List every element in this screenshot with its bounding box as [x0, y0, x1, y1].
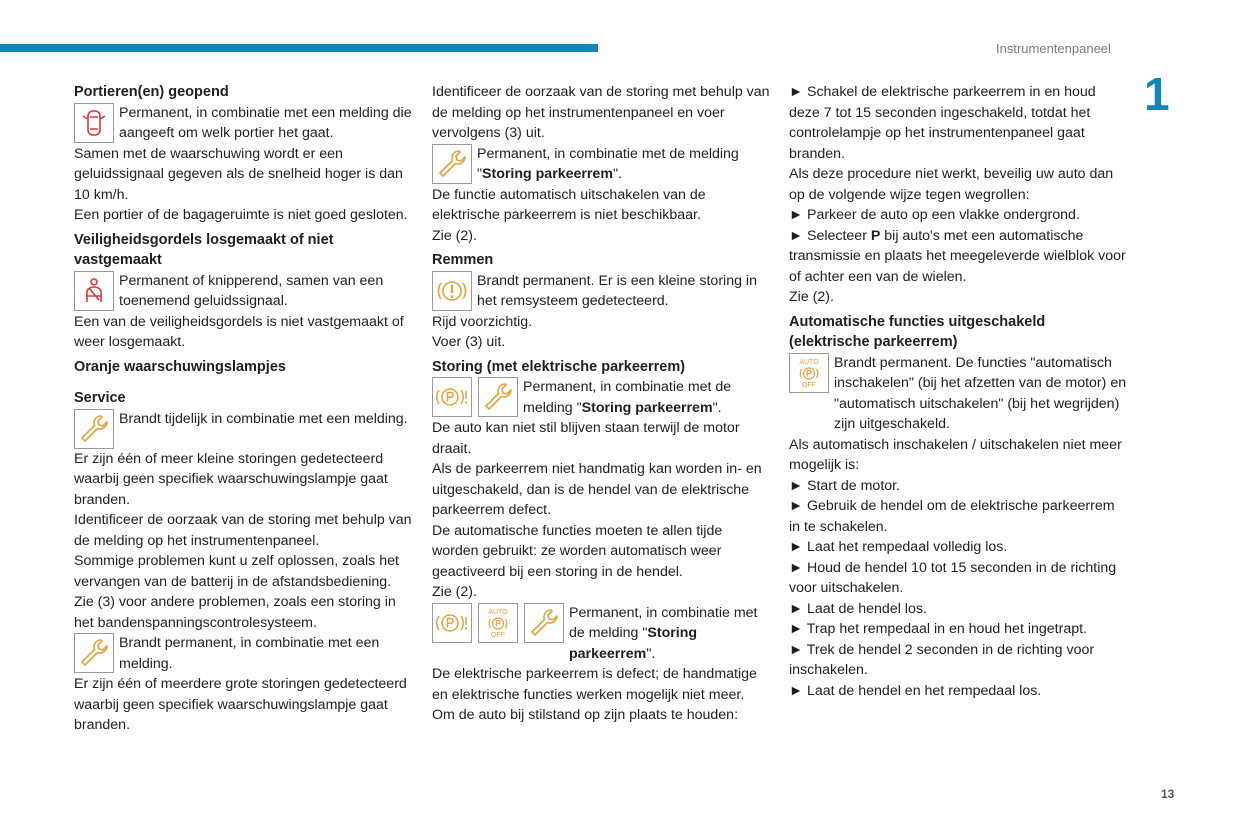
col2-paragraph-10: Om de auto bij stilstand op zijn plaats te houden:: [432, 707, 739, 723]
service-perm-text: Brandt permanent, in combinatie met een melding.: [119, 635, 380, 672]
col2-paragraph-2: Zie (2).: [432, 227, 477, 244]
warning-row-parkbrake-defect: [432, 603, 772, 665]
bullet-10: ► Trek de hendel 2 seconden in de richting voor inschakelen.: [789, 641, 1095, 678]
col2-intro: Identificeer de oorzaak van de storing met behulp van de melding op het instrumentenpaneel en voer vervolgens (3) uit.: [432, 84, 770, 141]
parkbrake-wrench-text: Permanent, in combinatie met de melding "Storing parkeerrem".: [477, 145, 739, 182]
wrench-icon: [74, 409, 114, 449]
svg-text:AUTO: AUTO: [488, 608, 508, 616]
heading-auto-functions-off: Automatische functies uitgeschakeld (elektrische parkeerrem): [789, 313, 1046, 350]
doors-paragraph-2: Een portier of de bagageruimte is niet goed gesloten.: [74, 207, 408, 223]
warning-row-service-perm: [74, 633, 414, 674]
bullet-9: ► Trap het rempedaal in en houd het ingetrapt.: [789, 621, 1087, 637]
auto-off-text: Brandt permanent. De functies "automatisch inschakelen" (bij het afzetten van de motor) en "automatisch uitschakelen" (bij het wegrijden) zijn uitgeschakeld.: [834, 354, 1127, 432]
wrench-icon: [432, 144, 472, 184]
warning-row-brakes: [432, 271, 772, 312]
doors-paragraph-1: Samen met de waarschuwing wordt er een geluidssignaal gegeven als de snelheid hoger is dan 10 km/h.: [74, 145, 403, 203]
parking-brake-fault-icon: [432, 377, 472, 417]
section-title: Instrumentenpaneel: [996, 41, 1111, 56]
doors-warning-text: Permanent, in combinatie met een melding die aangeeft om welk portier het gaat.: [119, 104, 412, 141]
brakes-warning-text: Brandt permanent. Er is een kleine storing in het remsysteem gedetecteerd.: [477, 272, 757, 309]
warning-row-parkbrake-wrench: [432, 144, 772, 185]
col3-paragraph-3: Als automatisch inschakelen / uitschakelen niet meer mogelijk is:: [789, 436, 1122, 473]
service-paragraph-1: Er zijn één of meer kleine storingen gedetecteerd waarbij geen specifiek waarschuwingslampje gaat branden.: [74, 450, 388, 508]
heading-orange-lamps: Oranje waarschuwingslampjes: [74, 358, 286, 375]
service-paragraph-5: Er zijn één of meerdere grote storingen gedetecteerd waarbij geen specifiek waarschuwingslampje gaat branden.: [74, 676, 407, 733]
bullet-3: ► Selecteer P bij auto's met een automatische transmissie en plaats het meegeleverde wielblok voor of achter een van de wielen.: [789, 227, 1126, 285]
col2-paragraph-5: De auto kan niet stil blijven staan terwijl de motor draait.: [432, 420, 740, 457]
warning-row-service-temp: [74, 409, 414, 449]
brake-warning-icon: [432, 271, 472, 311]
col2-paragraph-9: De elektrische parkeerrem is defect; de handmatige en elektrische functies werken mogelijk niet meer.: [432, 666, 757, 703]
chapter-number: 1: [1144, 68, 1170, 120]
heading-service: Service: [74, 390, 126, 406]
parking-brake-fault-icon: [432, 603, 472, 643]
column-1: [74, 82, 414, 736]
col3-paragraph-1: Als deze procedure niet werkt, beveilig uw auto dan op de volgende wijze tegen wegrollen:: [789, 166, 1114, 203]
col2-paragraph-7: De automatische functies moeten te allen tijde worden gebruikt: ze worden automatisch weer geactiveerd bij een storing in de hendel.: [432, 522, 723, 580]
bullet-4: ► Start de motor.: [789, 477, 901, 494]
bullet-8: ► Laat de hendel los.: [789, 600, 927, 617]
heading-parkbrake-fault: Storing (met elektrische parkeerrem): [432, 358, 686, 375]
service-temp-text: Brandt tijdelijk in combinatie met een melding.: [119, 410, 408, 427]
heading-brakes: Remmen: [432, 252, 494, 268]
svg-text:AUTO: AUTO: [799, 358, 819, 366]
wrench-icon: [524, 603, 564, 643]
warning-row-doors: [74, 103, 414, 144]
bullet-1: ► Schakel de elektrische parkeerrem in en houd deze 7 tot 15 seconden ingeschakeld, totdat het controlelampje op het instrumentenpaneel gaat branden.: [789, 84, 1096, 162]
wrench-icon: [478, 377, 518, 417]
bullet-2: ► Parkeer de auto op een vlakke ondergrond.: [789, 207, 1080, 223]
seatbelt-warning-text: Permanent of knipperend, samen van een toenemend geluidssignaal.: [119, 272, 384, 309]
service-paragraph-3: Sommige problemen kunt u zelf oplossen, zoals het vervangen van de batterij in de afstandsbediening.: [74, 553, 399, 590]
parkbrake-fault-text: Permanent, in combinatie met de melding "Storing parkeerrem".: [523, 379, 732, 416]
door-open-icon: [74, 103, 114, 143]
service-paragraph-4: Zie (3) voor andere problemen, zoals een storing in het bandenspanningscontrolesysteem.: [74, 594, 396, 631]
col2-paragraph-1: De functie automatisch uitschakelen van de elektrische parkeerrem is niet beschikbaar.: [432, 186, 706, 223]
warning-row-seatbelt: [74, 271, 414, 312]
col2-paragraph-4: Voer (3) uit.: [432, 334, 506, 350]
col3-paragraph-2: Zie (2).: [789, 289, 834, 305]
heading-doors-open: Portieren(en) geopend: [74, 84, 229, 100]
warning-row-parkbrake-fault: [432, 377, 772, 418]
bullet-11: ► Laat de hendel en het rempedaal los.: [789, 682, 1042, 699]
seatbelt-icon: [74, 271, 114, 311]
column-2: [432, 82, 772, 726]
warning-row-auto-off: [789, 353, 1129, 435]
heading-seatbelts: Veiligheidsgordels losgemaakt of niet vastgemaakt: [74, 231, 334, 268]
auto-off-icon: [789, 353, 829, 393]
column-3: [789, 82, 1129, 701]
col2-paragraph-8: Zie (2).: [432, 584, 477, 600]
bullet-7: ► Houd de hendel 10 tot 15 seconden in de richting voor uitschakelen.: [789, 559, 1117, 596]
col2-paragraph-6: Als de parkeerrem niet handmatig kan worden in- en uitgeschakeld, dan is de hendel van de elektrische parkeerrem defect.: [432, 461, 762, 518]
col2-paragraph-3: Rijd voorzichtig.: [432, 313, 533, 330]
auto-off-icon: [478, 603, 518, 643]
page-number: 13: [1161, 787, 1175, 801]
bullet-6: ► Laat het rempedaal volledig los.: [789, 539, 1008, 555]
seatbelt-paragraph: Een van de veiligheidsgordels is niet vastgemaakt of weer losgemaakt.: [74, 313, 404, 350]
wrench-icon: [74, 633, 114, 673]
parkbrake-defect-text: Permanent, in combinatie met de melding "Storing parkeerrem".: [569, 604, 758, 662]
header-accent-bar: [0, 44, 598, 52]
svg-text:OFF: OFF: [802, 381, 816, 389]
svg-text:OFF: OFF: [491, 631, 505, 639]
service-paragraph-2: Identificeer de oorzaak van de storing met behulp van de melding op het instrumentenpaneel.: [74, 512, 412, 549]
bullet-5: ► Gebruik de hendel om de elektrische parkeerrem in te schakelen.: [789, 498, 1115, 535]
